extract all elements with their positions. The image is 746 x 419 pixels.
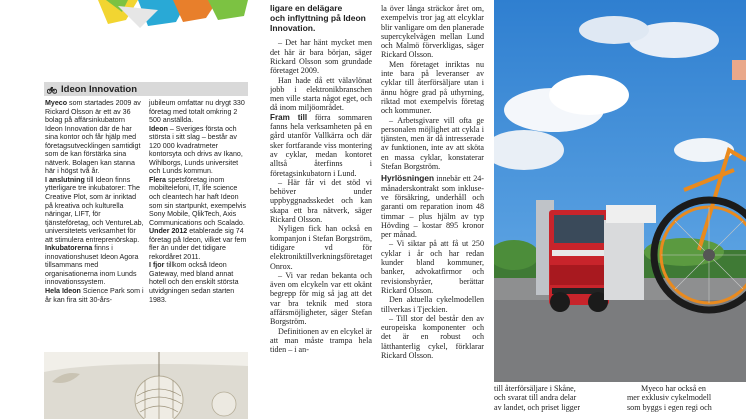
factbox-paragraph bbox=[149, 261, 248, 304]
electric-bike-image bbox=[494, 0, 746, 382]
factbox-paragraph bbox=[45, 99, 144, 176]
paragraph-text: innebär ett 24-månaderskontrakt som inkluseve försäkring, underhåll och garanti om reparation inom 48 timmar – plus hjälm av typ Hövding – kostar 895 kronor per månad. bbox=[381, 174, 484, 240]
factbox-paragraph bbox=[149, 99, 248, 125]
article-paragraph bbox=[381, 239, 484, 295]
factbox-text: spetsföretag inom mobiltelefoni, IT, life science och cleantech har haft Ideon som sin startpunkt, exempelvis Sony Mobile, QlikTech, Axis Communications och Scalado. bbox=[149, 175, 246, 227]
factbox-text: jubileum omfattar nu drygt 330 företag med totalt omkring 2 500 anställda. bbox=[149, 99, 245, 125]
article-line: som byggs i egen regi och bbox=[627, 402, 712, 412]
article-column-3 bbox=[381, 4, 484, 380]
paragraph-text: Han hade då ett välavlönat jobb i elektronikbranschen men ville starta något eget, och då inom miljöområdet. bbox=[270, 75, 372, 113]
factbox-lead: Ideon bbox=[149, 124, 168, 133]
factbox-text: som startades 2009 av Rickard Olsson är ett av 36 bolag på affärsinkubatorn Ideon Innovation där de har sina kontor och får hjälp med företagsutvecklingen samtidigt som de kan förstärka sina nätverk. Bolagen kan stanna här i högst två år. bbox=[45, 99, 141, 176]
article-paragraph bbox=[270, 327, 372, 355]
factbox-text: Science Park som i år kan fira sitt 30-års- bbox=[45, 287, 144, 304]
factbox-paragraph bbox=[45, 244, 144, 287]
bike-truck-photo bbox=[494, 0, 746, 382]
factbox-lead: Myeco bbox=[45, 99, 68, 107]
factbox-header bbox=[44, 82, 248, 96]
article-line: till återförsäljare i Skåne, bbox=[494, 384, 576, 393]
article-column-5 bbox=[627, 384, 746, 419]
article-column-2 bbox=[270, 4, 372, 419]
factbox-paragraph bbox=[149, 227, 248, 261]
article-line: mer exklusiv cykelmodell bbox=[627, 393, 712, 403]
factbox-title: Ideon Innovation bbox=[61, 83, 137, 95]
factbox-right-column bbox=[149, 99, 248, 304]
paragraph-lead: Fram till bbox=[270, 112, 308, 122]
factbox-lead: I fjor bbox=[149, 261, 165, 270]
article-column-4 bbox=[494, 384, 619, 419]
subheading-line: ligare en delägare bbox=[270, 4, 343, 13]
article-body-col3 bbox=[381, 4, 484, 360]
article-paragraph bbox=[381, 116, 484, 172]
subheading-line: Innovation. bbox=[270, 22, 316, 33]
paragraph-text: förra sommaren fanns hela verksamheten på en gård utanför Vallkärra och där sker fortfarande viss montering av cyklar, medan kontoret alltså återfinns i företagsinkubatorn i Lund. bbox=[270, 112, 372, 178]
factbox-left-column bbox=[45, 99, 144, 304]
factbox-text: tillkom också Ideon Gateway, med bland annat hotell och den enskilt största utvidgningen sedan starten 1983. bbox=[149, 261, 239, 304]
factbox-paragraph bbox=[45, 287, 144, 304]
paragraph-text: Den aktuella cykelmodellen tillverkas i Tjeckien. bbox=[381, 295, 484, 314]
article-body-col5 bbox=[627, 384, 746, 412]
article-body-col2 bbox=[270, 38, 372, 354]
article-subheading bbox=[270, 4, 372, 33]
article-line: av landet, och priset ligger bbox=[494, 402, 581, 412]
top-graphic bbox=[78, 0, 248, 30]
article-paragraph bbox=[381, 295, 484, 314]
article-paragraph bbox=[270, 113, 372, 178]
article-paragraph bbox=[270, 76, 372, 113]
article-paragraph bbox=[381, 60, 484, 116]
paragraph-text: – Det har hänt mycket men det här är bara början, säger Rickard Olsson som grundade företaget 2009. bbox=[270, 38, 372, 76]
factbox-text: – Sveriges första och största i sitt slag – består av 120 000 kvadratmeter kontorsyta och drivs av Ikano, Wihlborgs, Lunds universitet och Lunds kommun. bbox=[149, 124, 243, 176]
factbox-paragraph bbox=[45, 176, 144, 244]
factbox-lead: I anslutning bbox=[45, 175, 85, 184]
subheading-line: och inflyttning på Ideon bbox=[270, 12, 366, 23]
ceiling-lamp-image bbox=[44, 352, 248, 419]
article-paragraph bbox=[270, 224, 372, 270]
article-body-col4 bbox=[494, 384, 619, 412]
article-paragraph bbox=[270, 271, 372, 327]
paragraph-text: – Här får vi det stöd vi behöver under uppbyggnadsskedet och kan skapa ett bra nätverk, säger Rickard Olsson. bbox=[270, 177, 372, 225]
article-line: och svarat till andra delar bbox=[494, 393, 577, 403]
article-paragraph bbox=[381, 314, 484, 360]
article-paragraph bbox=[381, 4, 484, 60]
paragraph-text: – Vi siktar på att få ut 250 cyklar i år och har redan kunder bland kommuner, banker, advokatfirmor och revisionsbyråer, berättar Rickard Olsson. bbox=[381, 239, 484, 295]
article-paragraph bbox=[270, 178, 372, 224]
factbox-lead: Flera bbox=[149, 175, 166, 184]
paragraph-text: la över långa sträckor året om, exempelvis tror jag att elcyklar blir vanligare om den planerade supercykelvägen mellan Lund och Malmö förverkligas, säger Rickard Olsson. bbox=[381, 4, 484, 60]
factbox-lead: Inkubatorerna bbox=[45, 244, 93, 253]
article-paragraph bbox=[270, 38, 372, 75]
paragraph-text: Definitionen av en elcykel är att man måste trampa hela tiden – i an- bbox=[270, 326, 372, 355]
lamp-photo bbox=[44, 352, 248, 419]
factbox-paragraph bbox=[149, 176, 248, 227]
paragraph-text: Men företaget inriktas nu inte bara på leveranser av cyklar till återförsäljare utan i ännu högre grad på uthyrning, riktad mot exempelvis företag och kommuner. bbox=[381, 59, 484, 116]
factbox-lead: Under 2012 bbox=[149, 227, 188, 236]
article-line: Myeco har också en bbox=[641, 384, 706, 393]
factbox-lead: Hela Ideon bbox=[45, 287, 81, 296]
paragraph-text: – Till stor del består den av europeiska komponenter och det är en robust och lätthanterlig cykel, förklarar Rickard Olsson. bbox=[381, 313, 484, 360]
factbox-text: till Ideon finns ytterligare tre inkubatorer: The Creative Plot, som är inriktad på kreativa och kulturella näringar, LIFT, för tjänsteföretag, och VentureLab, universitetets verksamhet för att stimulera entreprenörskap. bbox=[45, 175, 144, 244]
factbox-text: etablerade sig 74 företag på Ideon, vilket var fem fler än under det tidigare rekordåret 2011. bbox=[149, 227, 247, 261]
paragraph-text: Nyligen fick han också en kompanjon i Stefan Borgström, tidigare vd för elektroniktillverkningsföretaget Onrox. bbox=[270, 224, 372, 271]
factbox-paragraph bbox=[149, 125, 248, 176]
bicycle-icon bbox=[47, 85, 57, 94]
colorful-shapes-graphic bbox=[78, 0, 248, 30]
factbox-text: finns i innovationshuset Ideon Agora tillsammans med organisationerna inom Lunds innovationssystem. bbox=[45, 244, 139, 287]
paragraph-lead: Hyrlösningen bbox=[381, 173, 435, 184]
article-paragraph bbox=[381, 174, 484, 239]
paragraph-text: – Vi var redan bekanta och även om elcykeln var ett okänt begrepp för mig så jag att det var bra teknik med stora affärsmöjligheter, säger Stefan Borgström. bbox=[270, 270, 372, 327]
paragraph-text: – Arbetsgivare vill ofta ge personalen möjlighet att cykla i tjänsten, men är då intresserade av funktionen, inte av att sköta en massa cyklar, konstaterar Stefan Borgström. bbox=[381, 115, 484, 172]
